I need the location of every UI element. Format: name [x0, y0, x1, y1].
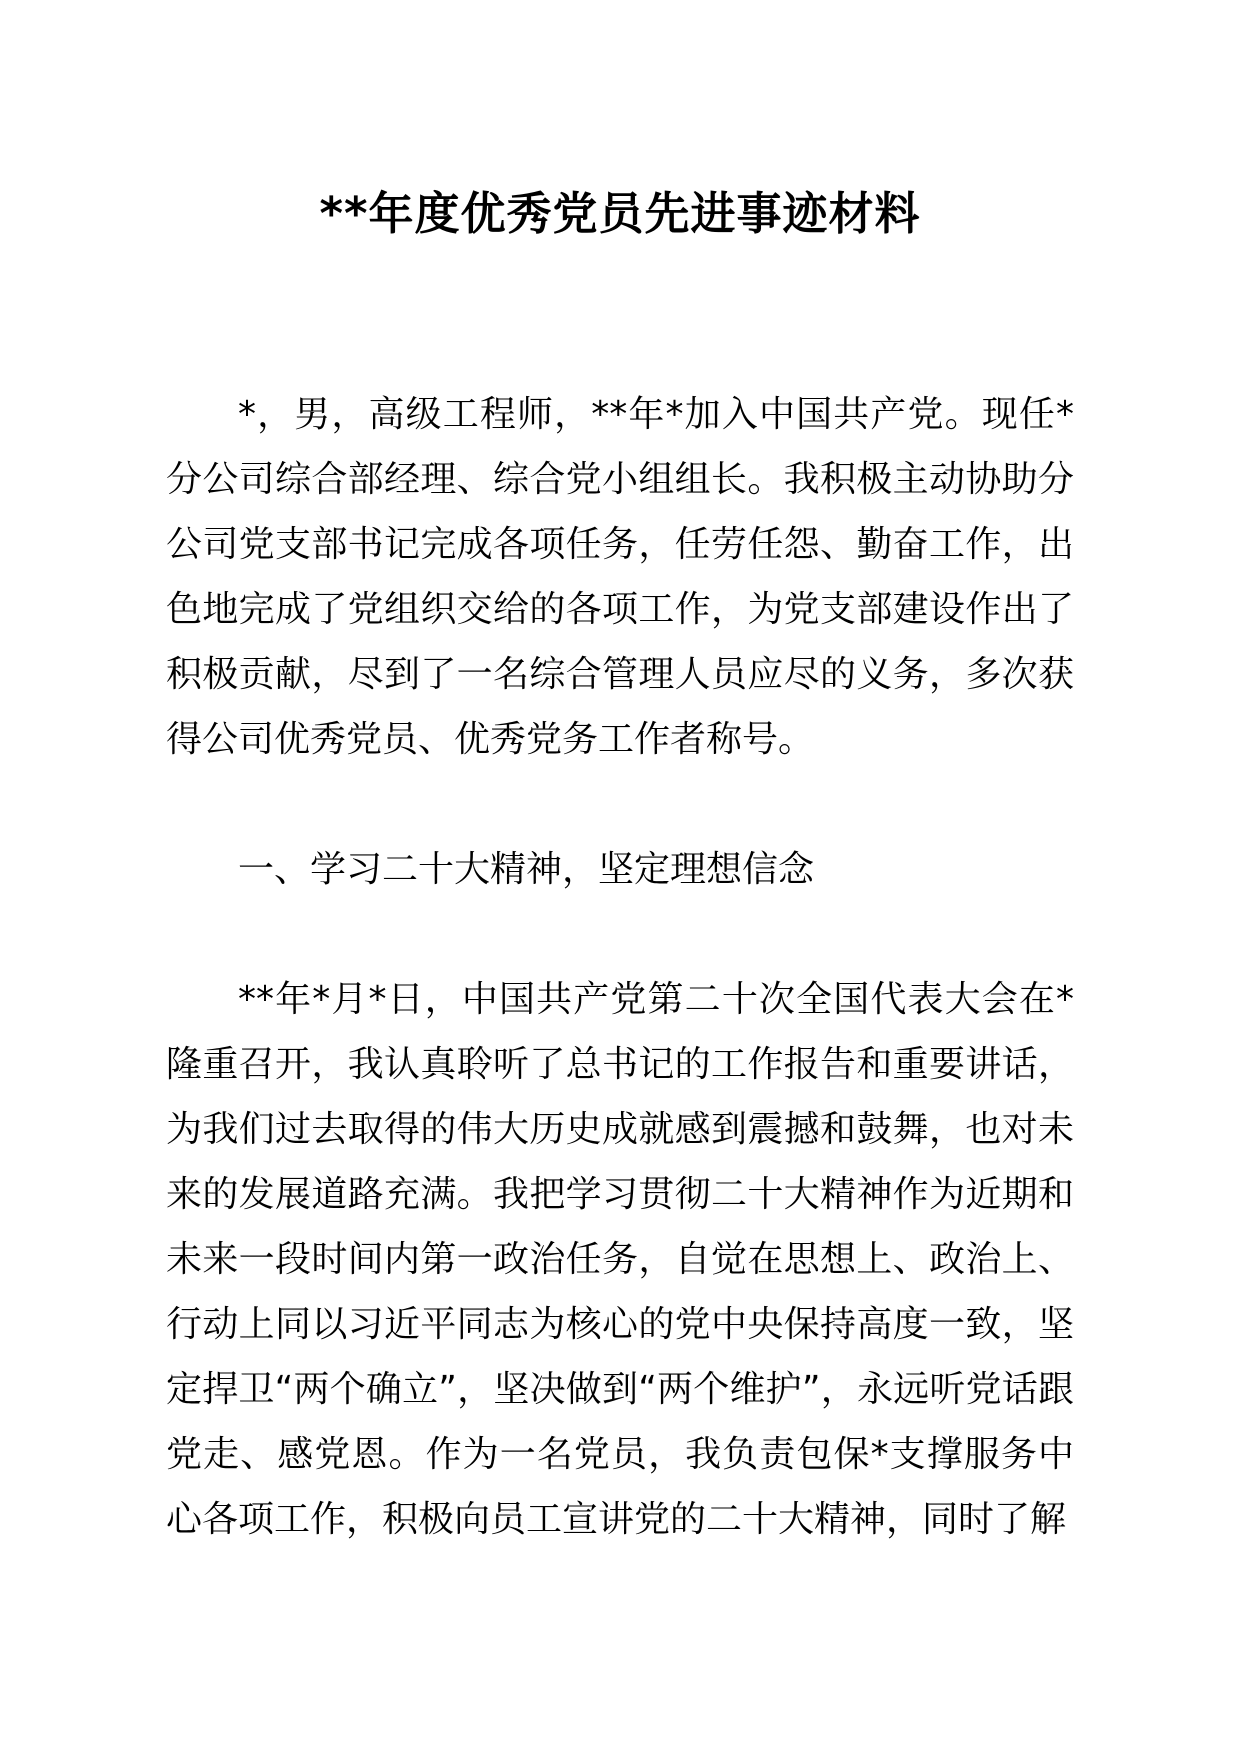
section-heading: 一、学习二十大精神，坚定理想信念: [238, 849, 815, 891]
section-paragraph: **年*月*日，中国共产党第二十次全国代表大会在*隆重召开，我认真聆听了总书记的工作报告和重要讲话，为我们过去取得的伟大历史成就感到震撼和鼓舞，也对未来的发展道路充满。我把学习贯彻二十大精神作为近期和未来一段时间内第一政治任务，自觉在思想上、政治上、行动上同以习近平同志为核心的党中央保持高度一致，坚定捍卫“两个确立”，坚决做到“两个维护”，永远听党话跟党走、感党恩。作为一名党员，我负责包保*支撑服务中心各项工作，积极向员工宣讲党的二十大精神，同时了解: [166, 979, 1074, 1541]
document-title: **年度优秀党员先进事迹材料: [319, 187, 921, 240]
intro-paragraph: *，男，高级工程师，**年*加入中国共产党。现任*分公司综合部经理、综合党小组组长。我积极主动协助分公司党支部书记完成各项任务，任劳任怨、勤奋工作，出色地完成了党组织交给的各项工作，为党支部建设作出了积极贡献，尽到了一名综合管理人员应尽的义务，多次获得公司优秀党员、优秀党务工作者称号。: [166, 394, 1074, 761]
